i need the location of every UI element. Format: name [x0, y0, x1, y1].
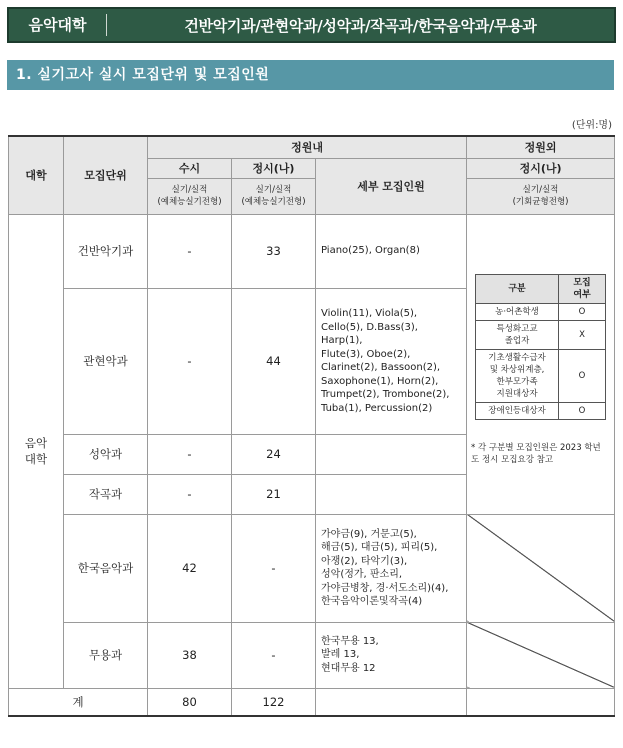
- detail-line: 가야금병창, 경·서도소리)(4),: [321, 582, 449, 594]
- unit-name: 작곡과: [64, 474, 148, 514]
- jeongsi-value: -: [232, 514, 316, 622]
- susi-value: 42: [148, 514, 232, 622]
- out-avail: X: [559, 320, 606, 349]
- detail-line: 성악(정가, 판소리,: [321, 569, 403, 580]
- unit-name: 관현악과: [64, 288, 148, 434]
- detail-cell: [316, 288, 467, 434]
- detail-line: 아쟁(2), 타악기(3),: [321, 555, 408, 567]
- detail-cell: [316, 474, 467, 514]
- detail-line: 해금(5), 대금(5), 피리(5),: [321, 542, 438, 553]
- total-susi: 80: [148, 688, 232, 716]
- out-type: 농·어촌학생: [476, 303, 559, 320]
- header-college-col: 대학: [9, 136, 64, 214]
- detail-line: 발레 13,: [321, 649, 360, 661]
- header-bar: [7, 7, 616, 43]
- out-quota-table: [475, 274, 606, 420]
- header-jeongsi-sub: 실기/실적 (예체능실기전형): [232, 178, 316, 214]
- out-avail: O: [559, 349, 606, 402]
- detail-cell: [316, 622, 467, 688]
- detail-line: Clarinet(2), Bassoon(2),: [321, 362, 441, 373]
- detail-line: Harp(1),: [321, 335, 363, 346]
- detail-line: 가야금(9), 거문고(5),: [321, 528, 417, 540]
- header-quota-out: 정원외: [467, 136, 615, 158]
- susi-value: 38: [148, 622, 232, 688]
- detail-cell: [316, 514, 467, 622]
- out-header-type: 구분: [476, 274, 559, 303]
- section-title: 1. 실기고사 실시 모집단위 및 모집인원: [7, 60, 614, 90]
- unit-name: 성악과: [64, 434, 148, 474]
- header-susi: 수시: [148, 158, 232, 178]
- detail-line: Tuba(1), Percussion(2): [321, 402, 433, 414]
- detail-line: Flute(3), Oboe(2),: [321, 348, 411, 360]
- detail-cell: [316, 214, 467, 288]
- header-jeongsi-out: 정시(나): [467, 158, 615, 178]
- unit-name: 무용과: [64, 622, 148, 688]
- out-type: 기초생활수급자 및 차상위계층, 한부모가족 지원대상자: [476, 349, 559, 402]
- unit-note: (단위:명): [571, 120, 612, 131]
- out-type: 특성화고교 졸업자: [476, 320, 559, 349]
- total-detail-empty: [316, 688, 467, 716]
- detail-line: Saxophone(1), Horn(2),: [321, 375, 439, 387]
- unit-name: 한국음악과: [64, 514, 148, 622]
- header-quota-in: 정원내: [148, 136, 467, 158]
- detail-line: Cello(5), D.Bass(3),: [321, 321, 418, 333]
- header-departments: 건반악기과/관현악과/성악과/작곡과/한국음악과/무용과: [184, 16, 537, 35]
- total-jeongsi: 122: [232, 688, 316, 716]
- susi-value: -: [148, 474, 232, 514]
- detail-line: 현대무용 12: [321, 662, 376, 674]
- out-type: 장애인등대상자: [476, 402, 559, 419]
- susi-value: -: [148, 288, 232, 434]
- detail-line: Piano(25), Organ(8): [321, 245, 420, 257]
- header-jeongsi: 정시(나): [232, 158, 316, 178]
- quota-table: [8, 135, 615, 717]
- susi-value: -: [148, 434, 232, 474]
- detail-cell: [316, 434, 467, 474]
- jeongsi-value: 44: [232, 288, 316, 434]
- unit-name: 건반악기과: [64, 214, 148, 288]
- header-unit-col: 모집단위: [64, 136, 148, 214]
- jeongsi-value: 24: [232, 434, 316, 474]
- out-header-avail: 모집 여부: [559, 274, 606, 303]
- detail-line: Violin(11), Viola(5),: [321, 308, 418, 319]
- detail-line: 한국무용 13,: [321, 635, 379, 647]
- out-avail: O: [559, 402, 606, 419]
- header-detail: 세부 모집인원: [316, 158, 467, 214]
- out-quota-cell: [467, 214, 615, 514]
- college-name: 음악 대학: [9, 214, 64, 688]
- empty-diagonal-cell: [467, 514, 615, 622]
- out-note: * 각 구분별 모집인원은 2023 학년도 정시 모집요강 참고: [471, 442, 601, 465]
- total-out-empty: [467, 688, 615, 716]
- detail-line: 한국음악이론및작곡(4): [321, 596, 423, 607]
- detail-line: Trumpet(2), Trombone(2),: [321, 389, 450, 400]
- out-avail: O: [559, 303, 606, 320]
- jeongsi-value: -: [232, 622, 316, 688]
- header-out-sub: 실기/실적 (기회균형전형): [467, 178, 615, 214]
- susi-value: -: [148, 214, 232, 288]
- header-susi-sub: 실기/실적 (예체능실기전형): [148, 178, 232, 214]
- jeongsi-value: 21: [232, 474, 316, 514]
- empty-diagonal-cell: [467, 622, 615, 688]
- header-college: 음악대학: [9, 14, 107, 36]
- jeongsi-value: 33: [232, 214, 316, 288]
- total-label: 계: [9, 688, 148, 716]
